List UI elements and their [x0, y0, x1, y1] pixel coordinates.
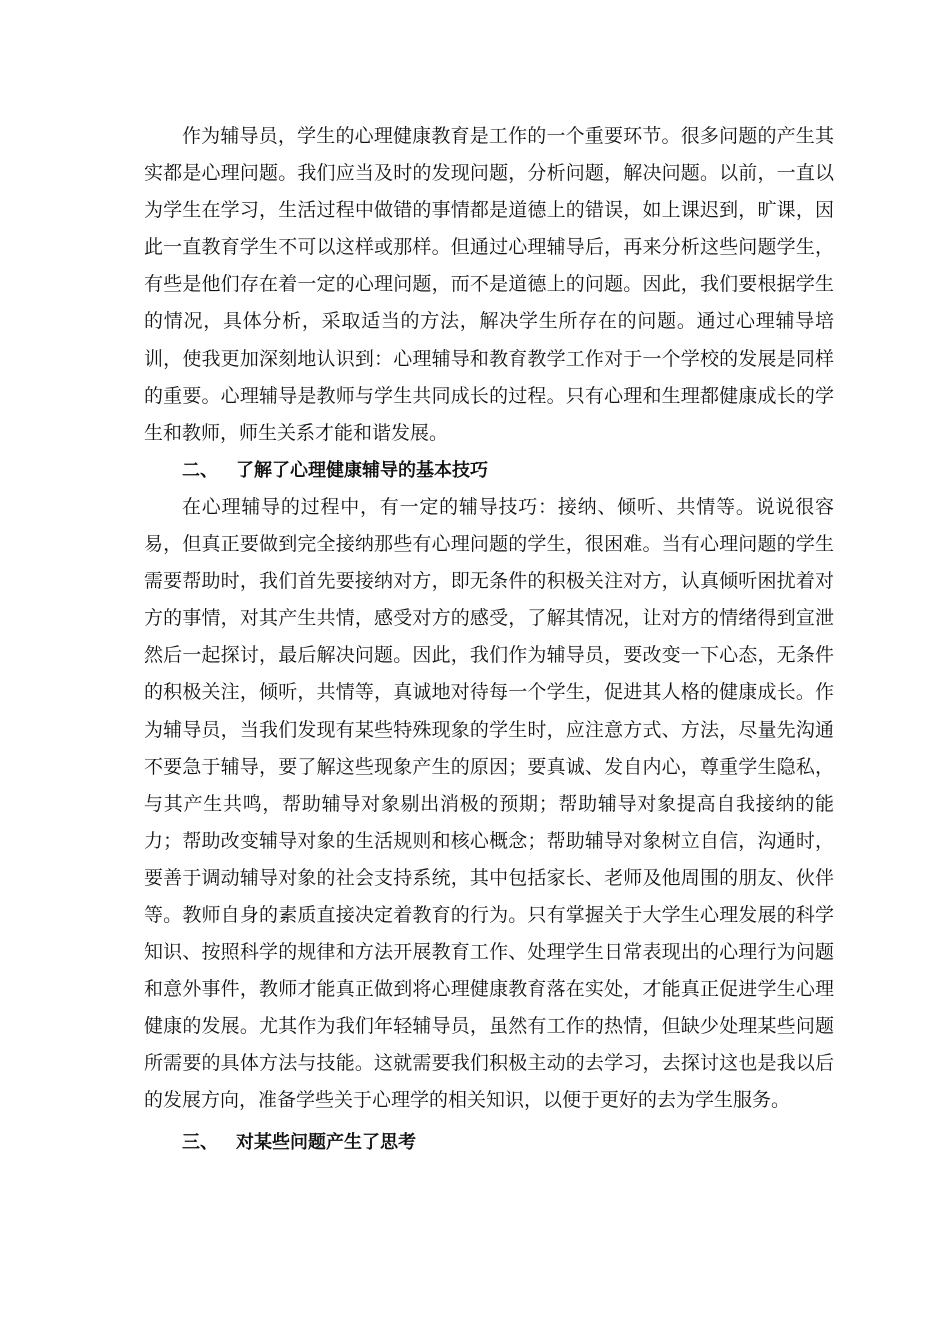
section-number: 三、: [182, 1131, 218, 1153]
document-body: [144, 118, 834, 1161]
paragraph-counseling-skills: 在心理辅导的过程中，有一定的辅导技巧：接纳、倾听、共情等。说说很容易，但真正要做到完全接纳那些有心理问题的学生，很困难。当有心理问题的学生需要帮助时，我们首先要接纳对方，即无条件的积极关注对方，认真倾听困扰着对方的事情，对其产生共情，感受对方的感受，了解其情况，让对方的情绪得到宣泄然后一起探讨，最后解决问题。因此，我们作为辅导员，要改变一下心态，无条件的积极关注，倾听，共情等，真诚地对待每一个学生，促进其人格的健康成长。作为辅导员，当我们发现有某些特殊现象的学生时，应注意方式、方法，尽量先沟通不要急于辅导，要了解这些现象产生的原因；要真诚、发自内心，尊重学生隐私，与其产生共鸣，帮助辅导对象剔出消极的预期；帮助辅导对象提高自我接纳的能力；帮助改变辅导对象的生活规则和核心概念；帮助辅导对象树立自信，沟通时，要善于调动辅导对象的社会支持系统，其中包括家长、老师及他周围的朋友、伙伴等。教师自身的素质直接决定着教育的行为。只有掌握关于大学生心理发展的科学知识、按照科学的规律和方法开展教育工作、处理学生日常表现出的心理行为问题和意外事件，教师才能真正做到将心理健康教育落在实处，才能真正促进学生心理健康的发展。尤其作为我们年轻辅导员，虽然有工作的热情，但缺少处理某些问题所需要的具体方法与技能。这就需要我们积极主动的去学习，去探讨这也是我以后的发展方向，准备学些关于心理学的相关知识，以便于更好的去为学生服务。: [144, 495, 834, 1112]
section-heading-two: [144, 452, 834, 489]
section-title: 对某些问题产生了思考: [236, 1131, 416, 1153]
section-heading-three: [144, 1124, 834, 1161]
paragraph-counselor-role: 作为辅导员，学生的心理健康教育是工作的一个重要环节。很多问题的产生其实都是心理问题。我们应当及时的发现问题，分析问题，解决问题。以前，一直以为学生在学习，生活过程中做错的事情都是道德上的错误，如上课迟到，旷课，因此一直教育学生不可以这样或那样。但通过心理辅导后，再来分析这些问题学生，有些是他们存在着一定的心理问题，而不是道德上的问题。因此，我们要根据学生的情况，具体分析，采取适当的方法，解决学生所存在的问题。通过心理辅导培训，使我更加深刻地认识到：心理辅导和教育教学工作对于一个学校的发展是同样的重要。心理辅导是教师与学生共同成长的过程。只有心理和生理都健康成长的学生和教师，师生关系才能和谐发展。: [144, 125, 834, 444]
section-title: 了解了心理健康辅导的基本技巧: [236, 459, 488, 481]
section-number: 二、: [182, 459, 218, 481]
